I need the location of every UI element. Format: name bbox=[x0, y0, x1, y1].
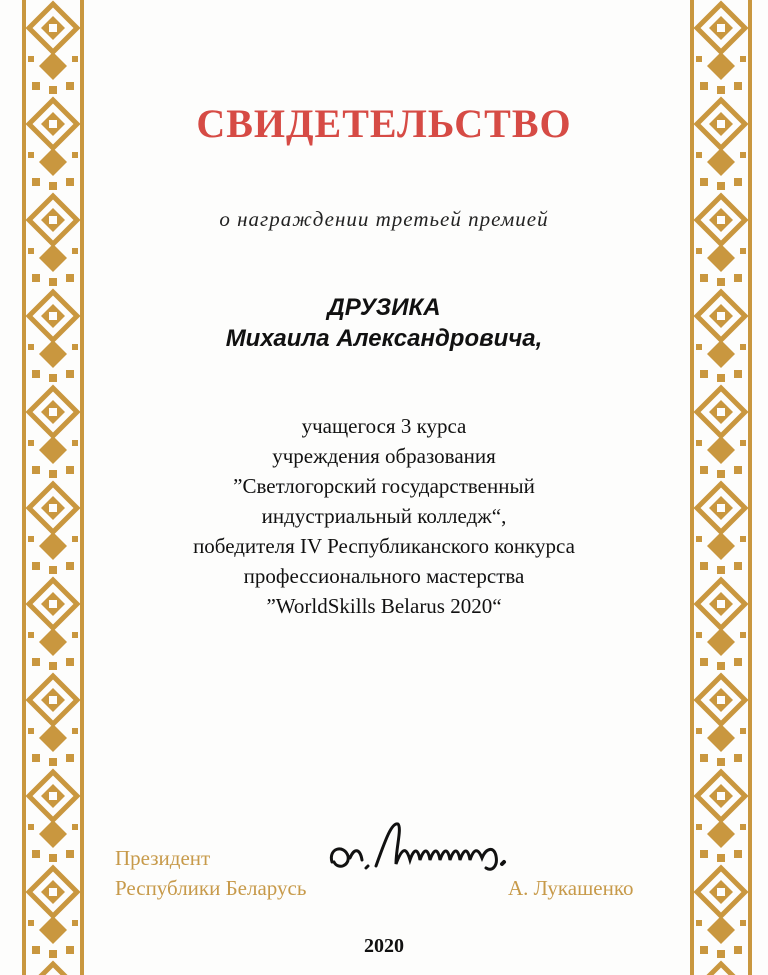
body-line: профессионального мастерства bbox=[243, 564, 525, 588]
award-subtitle: о награждении третьей премией bbox=[219, 207, 549, 231]
signatory-position-line1: Президент bbox=[115, 846, 211, 870]
body-line: ”Светлогорский государственный bbox=[233, 474, 535, 498]
recipient-surname: ДРУЗИКА bbox=[327, 294, 441, 321]
body-line: индустриальный колледж“, bbox=[261, 504, 507, 528]
handwritten-signature bbox=[326, 818, 548, 880]
body-line: учащегося 3 курса bbox=[301, 414, 467, 438]
recipient-given-names: Михаила Александровича, bbox=[225, 325, 543, 352]
body-line: ”WorldSkills Belarus 2020“ bbox=[266, 594, 502, 618]
signatory-position-line2: Республики Беларусь bbox=[115, 876, 307, 900]
body-line: победителя IV Республиканского конкурса bbox=[193, 534, 575, 558]
signatory-name: А. Лукашенко bbox=[508, 876, 634, 900]
body-line: учреждения образования bbox=[272, 444, 496, 468]
certificate-body bbox=[0, 411, 768, 621]
issue-year: 2020 bbox=[364, 935, 404, 957]
certificate-title: СВИДЕТЕЛЬСТВО bbox=[196, 101, 572, 146]
